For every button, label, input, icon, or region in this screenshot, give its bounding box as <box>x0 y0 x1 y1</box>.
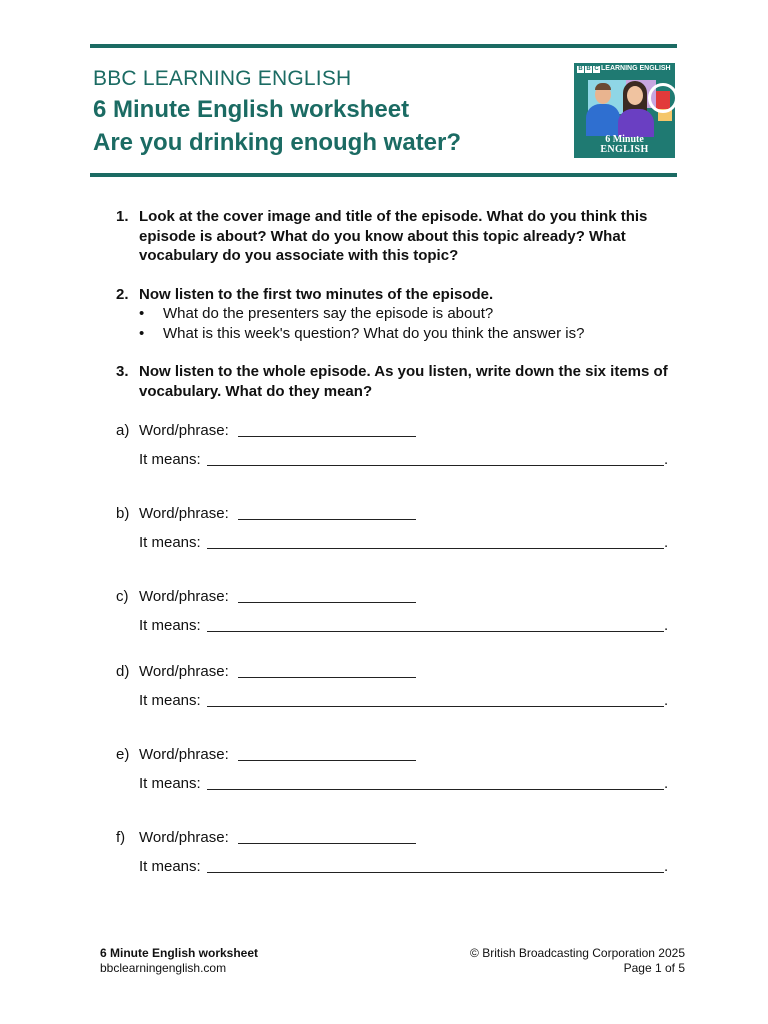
presenter-figure <box>618 109 654 137</box>
cover-label-line: 6 Minute <box>605 134 644 145</box>
word-phrase-blank[interactable] <box>238 436 416 437</box>
question-text: Now listen to the first two minutes of the episode. <box>139 286 494 303</box>
it-means-label: It means: <box>139 692 201 709</box>
presenter-figure <box>586 104 620 136</box>
bullet-dot-icon: • <box>139 325 145 342</box>
bbc-logo-letter: B <box>578 66 583 72</box>
cover-decor-ring <box>648 83 675 113</box>
bullet-text: What is this week's question? What do you think the answer is? <box>163 325 585 342</box>
bbc-logo <box>577 66 600 73</box>
question-number: 2. <box>116 286 129 303</box>
it-means-label: It means: <box>139 775 201 792</box>
bbc-logo-letter: B <box>586 66 591 72</box>
worksheet-title: 6 Minute English worksheet <box>93 96 410 123</box>
word-phrase-blank[interactable] <box>238 760 416 761</box>
question-text: Look at the cover image and title of the episode. What do you think this episode is about? What do you know about this topic already? What vocabulary do you associate with this topic? <box>139 208 648 264</box>
it-means-label: It means: <box>139 534 201 551</box>
vocab-letter: c) <box>116 588 129 605</box>
line-end-period: . <box>664 451 669 468</box>
episode-title: Are you drinking enough water? <box>93 129 462 156</box>
line-end-period: . <box>664 534 669 551</box>
footer-copyright: © British Broadcasting Corporation 2025 <box>470 946 685 960</box>
word-phrase-label: Word/phrase: <box>139 505 229 522</box>
bullet-dot-icon: • <box>139 305 145 322</box>
header-top-rule <box>90 44 677 48</box>
it-means-blank[interactable] <box>207 631 664 632</box>
vocab-letter: f) <box>116 829 126 846</box>
vocab-letter: b) <box>116 505 130 522</box>
word-phrase-blank[interactable] <box>238 677 416 678</box>
it-means-label: It means: <box>139 617 201 634</box>
cover-label-line: ENGLISH <box>600 144 649 155</box>
question-text: Now listen to the whole episode. As you listen, write down the six items of vocabulary. What do they mean? <box>139 363 668 400</box>
line-end-period: . <box>664 775 669 792</box>
cover-label <box>574 135 675 155</box>
bbc-logo-letter: C <box>594 66 599 72</box>
footer-left <box>100 946 258 976</box>
vocab-letter: d) <box>116 663 130 680</box>
line-end-period: . <box>664 692 669 709</box>
presenter-head <box>627 86 643 105</box>
word-phrase-label: Word/phrase: <box>139 663 229 680</box>
footer-url: bbclearningenglish.com <box>100 961 227 975</box>
vocab-letter: e) <box>116 746 130 763</box>
line-end-period: . <box>664 858 669 875</box>
vocab-letter: a) <box>116 422 130 439</box>
word-phrase-label: Word/phrase: <box>139 829 229 846</box>
brand-name: BBC LEARNING ENGLISH <box>93 67 352 90</box>
presenter-hair <box>595 83 611 90</box>
question-number: 1. <box>116 208 129 225</box>
footer-title: 6 Minute English worksheet <box>100 946 259 960</box>
footer-right <box>390 946 685 976</box>
it-means-label: It means: <box>139 858 201 875</box>
word-phrase-blank[interactable] <box>238 519 416 520</box>
question-number: 3. <box>116 363 129 380</box>
footer-page-number: Page 1 of 5 <box>623 961 685 975</box>
line-end-period: . <box>664 617 669 634</box>
it-means-label: It means: <box>139 451 201 468</box>
episode-cover-image <box>574 63 675 158</box>
it-means-blank[interactable] <box>207 872 664 873</box>
word-phrase-blank[interactable] <box>238 843 416 844</box>
it-means-blank[interactable] <box>207 706 664 707</box>
it-means-blank[interactable] <box>207 465 664 466</box>
word-phrase-blank[interactable] <box>238 602 416 603</box>
word-phrase-label: Word/phrase: <box>139 422 229 439</box>
it-means-blank[interactable] <box>207 789 664 790</box>
it-means-blank[interactable] <box>207 548 664 549</box>
bullet-text: What do the presenters say the episode is about? <box>163 305 494 322</box>
cover-logo-text: LEARNING ENGLISH <box>601 65 671 72</box>
word-phrase-label: Word/phrase: <box>139 746 229 763</box>
header-bottom-rule <box>90 173 677 177</box>
word-phrase-label: Word/phrase: <box>139 588 229 605</box>
